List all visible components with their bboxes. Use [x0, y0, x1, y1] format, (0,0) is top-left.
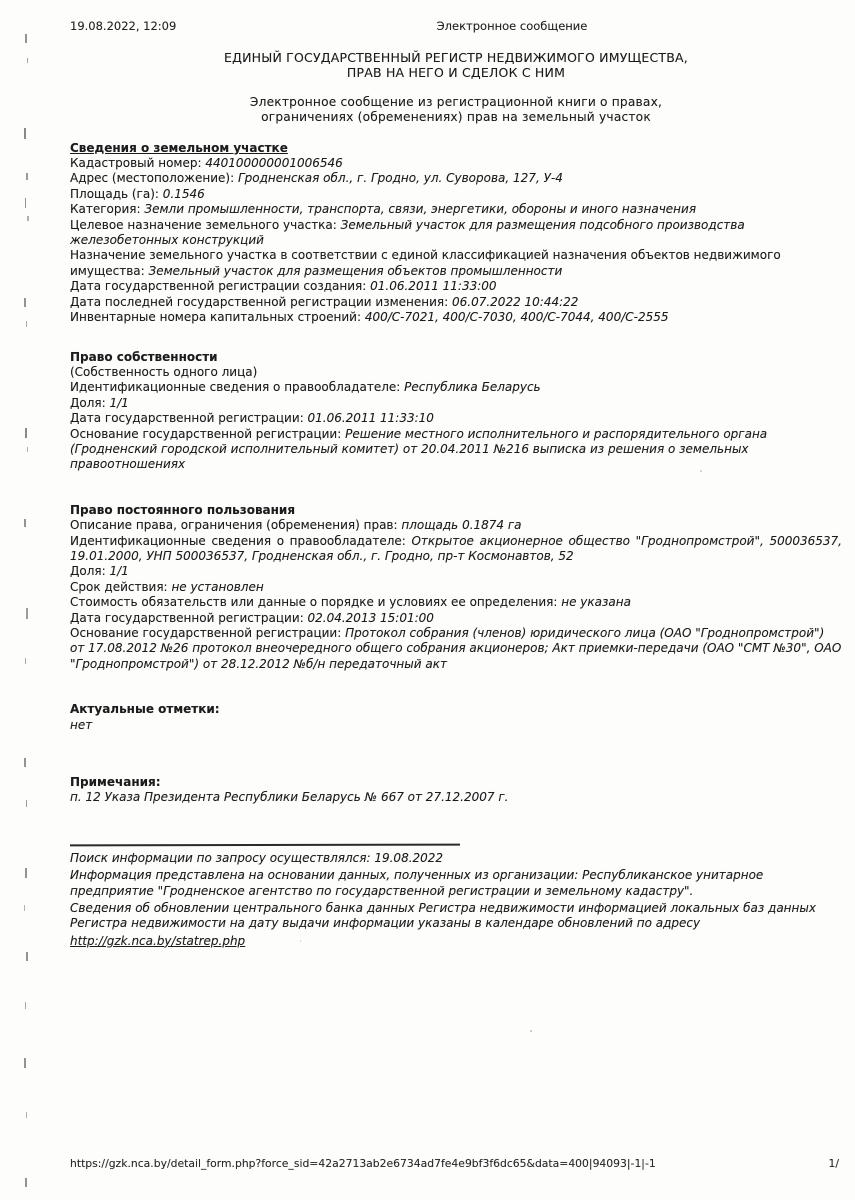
field-row — [70, 171, 842, 186]
field-row — [70, 427, 842, 473]
document-subtitle-line1: Электронное сообщение из регистрационной книги о правах, — [249, 94, 663, 109]
field-value: не установлен — [171, 579, 264, 594]
field-value: не указана — [561, 595, 631, 610]
field-label: Описание права, ограничения (обременения) прав: — [70, 518, 398, 533]
field-row — [70, 156, 842, 171]
field-row — [70, 380, 842, 395]
registry-title — [70, 50, 842, 81]
section-request-info — [70, 851, 842, 949]
field-label: Доля: — [70, 395, 106, 410]
document-subtitle — [70, 95, 842, 126]
field-label: Площадь (га): — [70, 186, 159, 201]
section-actual-marks — [70, 702, 842, 733]
field-row — [70, 218, 842, 249]
field-row — [70, 595, 842, 610]
field-value: 01.06.2011 11:33:00 — [370, 279, 497, 294]
section-title: Право собственности — [70, 349, 218, 364]
field-label: Основание государственной регистрации: — [70, 626, 342, 640]
field-value: 400/С-7021, 400/С-7030, 400/С-7044, 400/С-2555 — [364, 310, 669, 325]
field-value: 440100000001006546 — [205, 156, 343, 171]
field-value: Земельный участок для размещения объектов промышленности — [148, 263, 563, 278]
field-value: 1/1 — [109, 395, 129, 410]
field-value: Открытое акционерное общество "Гроднопромстрой", 500036537, 19.01.2000, УНП 500036537, Гродненская обл., г. Гродно, пр-т Космонавтов, 52 — [70, 533, 842, 563]
field-label: Категория: — [70, 202, 141, 217]
section-title: Сведения о земельном участке — [70, 140, 288, 155]
field-label: Инвентарные номера капитальных строений: — [70, 310, 361, 325]
field-label: Дата государственной регистрации: — [70, 610, 304, 625]
field-label: Доля: — [70, 564, 106, 579]
field-row — [70, 279, 842, 294]
field-value: Земельный участок для размещения подсобного производства железобетонных конструкций — [70, 217, 745, 248]
field-value: 06.07.2022 10:44:22 — [452, 294, 579, 309]
registry-title-line1: ЕДИНЫЙ ГОСУДАРСТВЕННЫЙ РЕГИСТР НЕДВИЖИМОГО ИМУЩЕСТВА, — [224, 50, 688, 65]
print-timestamp: 19.08.2022, 12:09 — [70, 19, 177, 33]
field-row — [70, 187, 842, 202]
search-date-line: Поиск информации по запросу осуществлялся: 19.08.2022 — [70, 850, 444, 865]
field-row — [70, 564, 842, 579]
field-row — [70, 611, 842, 626]
field-row — [70, 310, 842, 325]
field-row — [70, 534, 842, 565]
section-ownership-right — [70, 350, 842, 473]
field-value: Республика Беларусь — [404, 380, 541, 395]
field-row — [70, 295, 842, 310]
field-label: Стоимость обязательств или данные о порядке и условиях ее определения: — [70, 595, 558, 610]
field-value: Протокол собрания (членов) юридического лица (ОАО "Гроднопромстрой") от 17.08.2012 №26 протокол внеочередного общего собрания акционеров; Акт приемки-передачи (ОАО "СМТ №30", ОАО "Гроднопромстрой") от 28.12.2012 №б/н передаточный акт — [70, 626, 842, 671]
field-value: 02.04.2013 15:01:00 — [307, 610, 434, 625]
registry-title-line2: ПРАВ НА НЕГО И СДЕЛОК С НИМ — [346, 65, 566, 81]
field-label: Дата государственной регистрации: — [70, 411, 304, 426]
field-value: Гродненская обл., г. Гродно, ул. Суворова, 127, У-4 — [237, 171, 563, 186]
field-label: Идентификационные сведения о правообладателе: — [70, 533, 406, 548]
field-label: Адрес (местоположение): — [70, 171, 235, 186]
section-land-parcel — [70, 141, 842, 326]
print-footer-page-number: 1/ — [828, 1157, 839, 1170]
print-footer-url: https://gzk.nca.by/detail_form.php?force_sid=42a2713ab2e6734ad7fe4e9bf3f6dc65&data=400|94093|-1|-1 — [70, 1157, 656, 1170]
field-value: площадь 0.1874 га — [401, 518, 522, 533]
field-value: 0.1546 — [162, 186, 205, 201]
separator-line — [70, 843, 460, 846]
section-notes — [70, 775, 842, 806]
statrep-link[interactable]: http://gzk.nca.by/statrep.php — [70, 933, 246, 948]
print-footer — [70, 1157, 839, 1170]
statrep-link-row — [70, 934, 842, 949]
notes-value: п. 12 Указа Президента Республики Беларусь № 667 от 27.12.2007 г. — [70, 790, 509, 805]
field-row — [70, 202, 842, 217]
document-body — [70, 44, 842, 949]
field-label: Целевое назначение земельного участка: — [70, 217, 337, 232]
section-title: Право постоянного пользования — [70, 502, 296, 517]
field-value: 01.06.2011 11:33:10 — [307, 411, 434, 426]
field-label: Идентификационные сведения о правообладателе: — [70, 380, 401, 395]
field-value: Земли промышленности, транспорта, связи, энергетики, обороны и иного назначения — [144, 202, 697, 217]
field-label: Кадастровый номер: — [70, 156, 202, 171]
document-subtitle-line2: ограничениях (обременениях) прав на земельный участок — [261, 110, 651, 125]
section-title: Актуальные отметки: — [70, 702, 220, 717]
field-label: Дата государственной регистрации создания: — [70, 279, 367, 294]
field-label: Срок действия: — [70, 579, 168, 594]
field-value: 1/1 — [109, 564, 129, 579]
field-row — [70, 411, 842, 426]
field-label: Дата последней государственной регистрации изменения: — [70, 294, 449, 309]
update-info-line: Сведения об обновлении центрального банка данных Регистра недвижимости информацией локальных баз данных Регистра недвижимости на дату выдачи информации указаны в календаре обновлений по адресу — [70, 901, 816, 931]
field-row — [70, 248, 842, 279]
field-row — [70, 396, 842, 411]
section-permanent-use-right — [70, 503, 842, 672]
section-title: Примечания: — [70, 775, 161, 790]
ownership-type: (Собственность одного лица) — [70, 364, 258, 379]
actual-marks-value: нет — [70, 717, 93, 732]
field-label: Назначение земельного участка в соответствии с единой классификацией назначения объектов недвижимого имущества: — [70, 248, 781, 278]
field-label: Основание государственной регистрации: — [70, 426, 342, 441]
field-row — [70, 626, 842, 672]
field-row — [70, 518, 842, 533]
print-document-label: Электронное сообщение — [436, 19, 588, 33]
field-row — [70, 580, 842, 595]
field-value: Решение местного исполнительного и распорядительного органа (Гродненский городской исполнительный комитет) от 20.04.2011 №216 выписка из решения о земельных правоотношениях — [70, 426, 768, 472]
source-organization-line: Информация представлена на основании данных, полученных из организации: Республиканское унитарное предприятие "Гродненское агентство по государственной регистрации и земельному кадастру". — [70, 868, 764, 898]
